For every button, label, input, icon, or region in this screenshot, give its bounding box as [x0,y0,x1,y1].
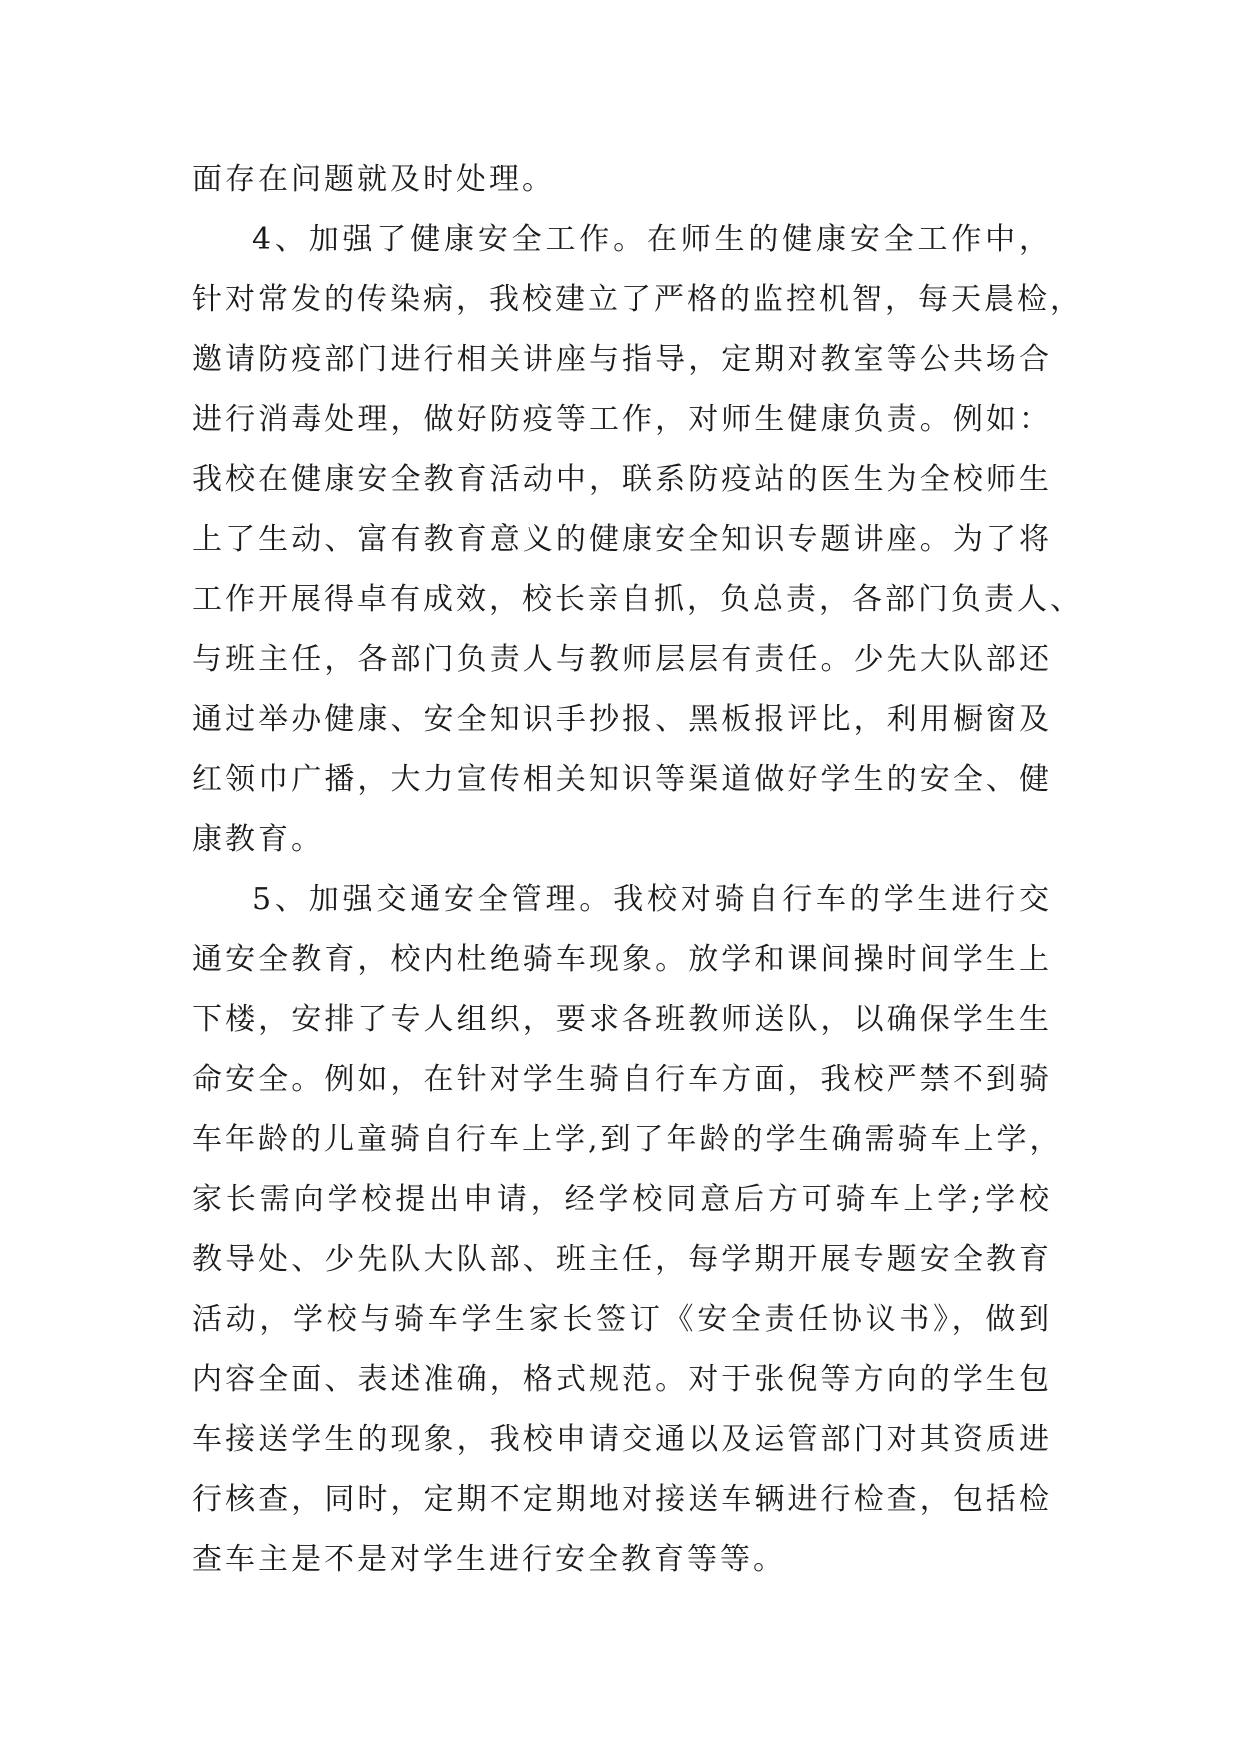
text-line: 教导处、少先队大队部、班主任，每学期开展专题安全教育 [192,1242,1052,1277]
document-page [192,150,1083,1590]
text-line: 我校在健康安全教育活动中，联系防疫站的医生为全校师生 [192,462,1052,497]
text-line: 车接送学生的现象，我校申请交通以及运管部门对其资质进 [192,1422,1052,1457]
text-line: 车年龄的儿童骑自行车上学,到了年龄的学生确需骑车上学， [192,1122,1063,1157]
text-line: 康教育。 [192,822,324,857]
text-line: 家长需向学校提出申请，经学校同意后方可骑车上学;学校 [192,1182,1052,1217]
text-line: 活动，学校与骑车学生家长签订《安全责任协议书》，做到 [192,1302,1052,1337]
text-line: 行核查，同时，定期不定期地对接送车辆进行检查，包括检 [192,1482,1052,1517]
text-line: 面存在问题就及时处理。 [192,162,555,197]
text-line: 下楼，安排了专人组织，要求各班教师送队，以确保学生生 [192,1002,1052,1037]
text-line: 与班主任，各部门负责人与教师层层有责任。少先大队部还 [192,642,1052,677]
text-line: 针对常发的传染病，我校建立了严格的监控机智，每天晨检， [192,282,1083,317]
text-line: 邀请防疫部门进行相关讲座与指导，定期对教室等公共场合 [192,342,1052,377]
paragraph-first-line: 5、加强交通安全管理。我校对骑自行车的学生进行交 [252,882,1052,917]
text-line: 通过举办健康、安全知识手抄报、黑板报评比，利用橱窗及 [192,702,1052,737]
text-line: 命安全。例如，在针对学生骑自行车方面，我校严禁不到骑 [192,1062,1052,1097]
text-line: 通安全教育，校内杜绝骑车现象。放学和课间操时间学生上 [192,942,1052,977]
text-line: 进行消毒处理，做好防疫等工作，对师生健康负责。例如： [192,402,1052,437]
text-line: 上了生动、富有教育意义的健康安全知识专题讲座。为了将 [192,522,1052,557]
text-line: 查车主是不是对学生进行安全教育等等。 [192,1542,786,1577]
text-line: 工作开展得卓有成效，校长亲自抓，负总责，各部门负责人、 [192,582,1083,617]
paragraph-first-line: 4、加强了健康安全工作。在师生的健康安全工作中， [252,222,1052,257]
text-line: 红领巾广播，大力宣传相关知识等渠道做好学生的安全、健 [192,762,1052,797]
text-line: 内容全面、表述准确，格式规范。对于张倪等方向的学生包 [192,1362,1052,1397]
